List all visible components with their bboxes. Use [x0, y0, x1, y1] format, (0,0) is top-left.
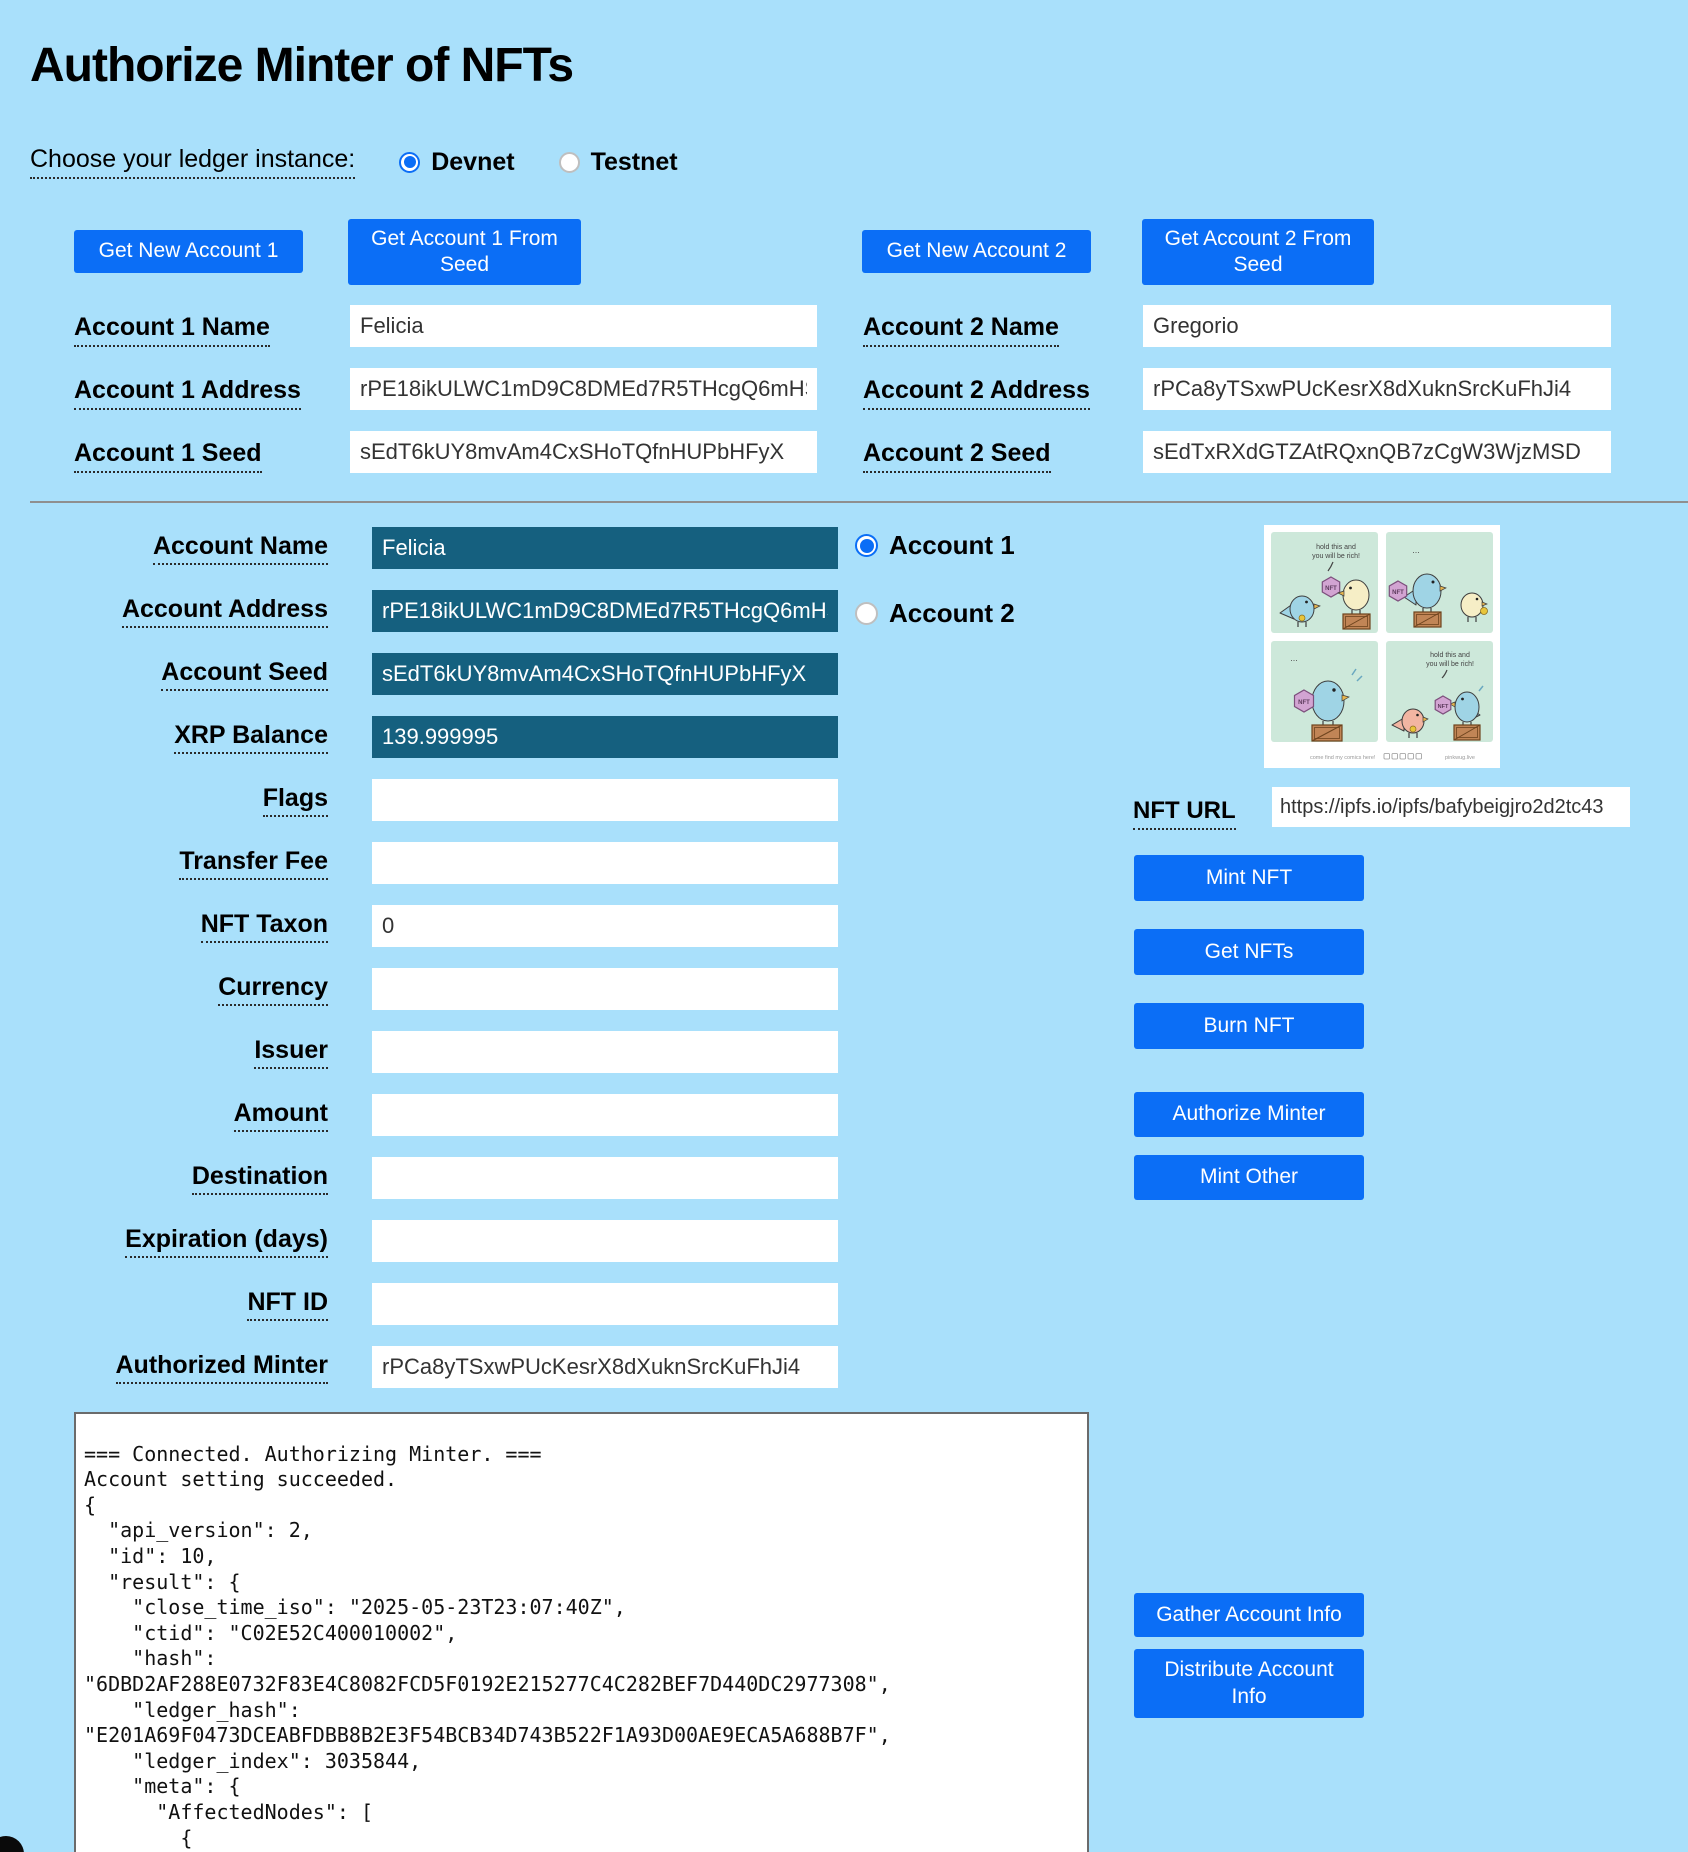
nft-id-label: NFT ID: [247, 1288, 328, 1321]
burn-nft-button[interactable]: Burn NFT: [1134, 1003, 1364, 1049]
xrp-balance-label: XRP Balance: [174, 721, 328, 754]
mint-nft-button[interactable]: Mint NFT: [1134, 855, 1364, 901]
nft-comic-illustration: [1264, 525, 1500, 768]
xrp-balance-field[interactable]: [372, 716, 838, 758]
results-console[interactable]: [74, 1412, 1089, 1852]
distribute-account-info-button[interactable]: Distribute Account Info: [1134, 1649, 1364, 1718]
account-seed-field[interactable]: [372, 653, 838, 695]
account-2-name-label: Account 2 Name: [863, 313, 1059, 347]
transfer-fee-label: Transfer Fee: [179, 847, 328, 880]
account-selector: [855, 530, 1015, 629]
get-account-1-from-seed-button[interactable]: Get Account 1 From Seed: [348, 219, 581, 285]
mint-other-button[interactable]: Mint Other: [1134, 1155, 1364, 1200]
nft-url-label: NFT URL: [1133, 797, 1236, 830]
get-nfts-button[interactable]: Get NFTs: [1134, 929, 1364, 975]
account-name-label: Account Name: [153, 532, 328, 565]
account-address-field[interactable]: [372, 590, 838, 632]
section-divider: [30, 501, 1688, 503]
account-1-address-label: Account 1 Address: [74, 376, 301, 410]
nft-badge-text-3: NFT: [1298, 700, 1310, 706]
comic-credit-right: pinkwug.live: [1445, 755, 1475, 761]
authorized-minter-label: Authorized Minter: [116, 1351, 329, 1384]
comic-speech2-line1: hold this and: [1430, 652, 1470, 659]
issuer-field[interactable]: [372, 1031, 838, 1073]
nft-badge-text-4: NFT: [1437, 704, 1449, 710]
account-1-radio-icon[interactable]: [855, 534, 878, 557]
gather-account-info-button[interactable]: Gather Account Info: [1134, 1593, 1364, 1637]
account-2-address-label: Account 2 Address: [863, 376, 1090, 410]
testnet-label: Testnet: [590, 147, 678, 176]
ledger-instance-label: Choose your ledger instance:: [30, 145, 355, 179]
corner-artifact: [0, 1836, 24, 1852]
currency-field[interactable]: [372, 968, 838, 1010]
devnet-label: Devnet: [431, 147, 515, 176]
destination-label: Destination: [192, 1162, 328, 1195]
account-2-seed-input[interactable]: [1143, 431, 1611, 473]
expiration-days-field[interactable]: [372, 1220, 838, 1262]
issuer-label: Issuer: [254, 1036, 328, 1069]
account-1-seed-label: Account 1 Seed: [74, 439, 262, 473]
account-2-address-input[interactable]: [1143, 368, 1611, 410]
devnet-radio-option[interactable]: [399, 148, 514, 177]
nft-id-field[interactable]: [372, 1283, 838, 1325]
nft-taxon-label: NFT Taxon: [201, 910, 328, 943]
comic-ellipsis-2: ...: [1290, 653, 1298, 663]
account-1-seed-input[interactable]: [350, 431, 817, 473]
nft-url-input[interactable]: [1272, 787, 1630, 827]
currency-label: Currency: [218, 973, 328, 1006]
flags-field[interactable]: [372, 779, 838, 821]
account-1-name-input[interactable]: [350, 305, 817, 347]
amount-field[interactable]: [372, 1094, 838, 1136]
comic-speech-line1: hold this and: [1316, 544, 1356, 551]
authorized-minter-field[interactable]: [372, 1346, 838, 1388]
transaction-form: [74, 527, 838, 1388]
transfer-fee-field[interactable]: [372, 842, 838, 884]
ledger-chooser: [30, 145, 678, 179]
nft-badge-text-2: NFT: [1392, 590, 1404, 596]
account-name-field[interactable]: [372, 527, 838, 569]
destination-field[interactable]: [372, 1157, 838, 1199]
nft-badge-text-1: NFT: [1325, 586, 1337, 592]
comic-credit-left: come find my comics here!: [1310, 755, 1376, 761]
account-2-radio-label: Account 2: [889, 598, 1015, 628]
account-1-address-input[interactable]: [350, 368, 817, 410]
testnet-radio-option[interactable]: [559, 148, 678, 177]
account-1-radio-label: Account 1: [889, 530, 1015, 560]
get-account-2-from-seed-button[interactable]: Get Account 2 From Seed: [1142, 219, 1374, 285]
devnet-radio-icon[interactable]: [399, 152, 420, 173]
account-1-name-label: Account 1 Name: [74, 313, 270, 347]
testnet-radio-icon[interactable]: [559, 152, 580, 173]
nft-image: [1264, 525, 1500, 768]
comic-ellipsis-1: ...: [1412, 545, 1420, 555]
comic-speech2-line2: you will be rich!: [1426, 661, 1474, 668]
amount-label: Amount: [234, 1099, 328, 1132]
account-1-radio-option[interactable]: [855, 530, 1015, 561]
flags-label: Flags: [263, 784, 328, 817]
account-2-radio-option[interactable]: [855, 598, 1015, 629]
nft-taxon-field[interactable]: [372, 905, 838, 947]
expiration-days-label: Expiration (days): [125, 1225, 328, 1258]
account-2-seed-label: Account 2 Seed: [863, 439, 1051, 473]
account-address-label: Account Address: [122, 595, 328, 628]
get-new-account-2-button[interactable]: Get New Account 2: [862, 230, 1091, 273]
account-seed-label: Account Seed: [161, 658, 328, 691]
comic-speech-line2: you will be rich!: [1312, 553, 1360, 560]
account-2-name-input[interactable]: [1143, 305, 1611, 347]
page-title: Authorize Minter of NFTs: [30, 39, 574, 92]
get-new-account-1-button[interactable]: Get New Account 1: [74, 230, 303, 273]
account-2-radio-icon[interactable]: [855, 602, 878, 625]
authorize-minter-button[interactable]: Authorize Minter: [1134, 1092, 1364, 1137]
